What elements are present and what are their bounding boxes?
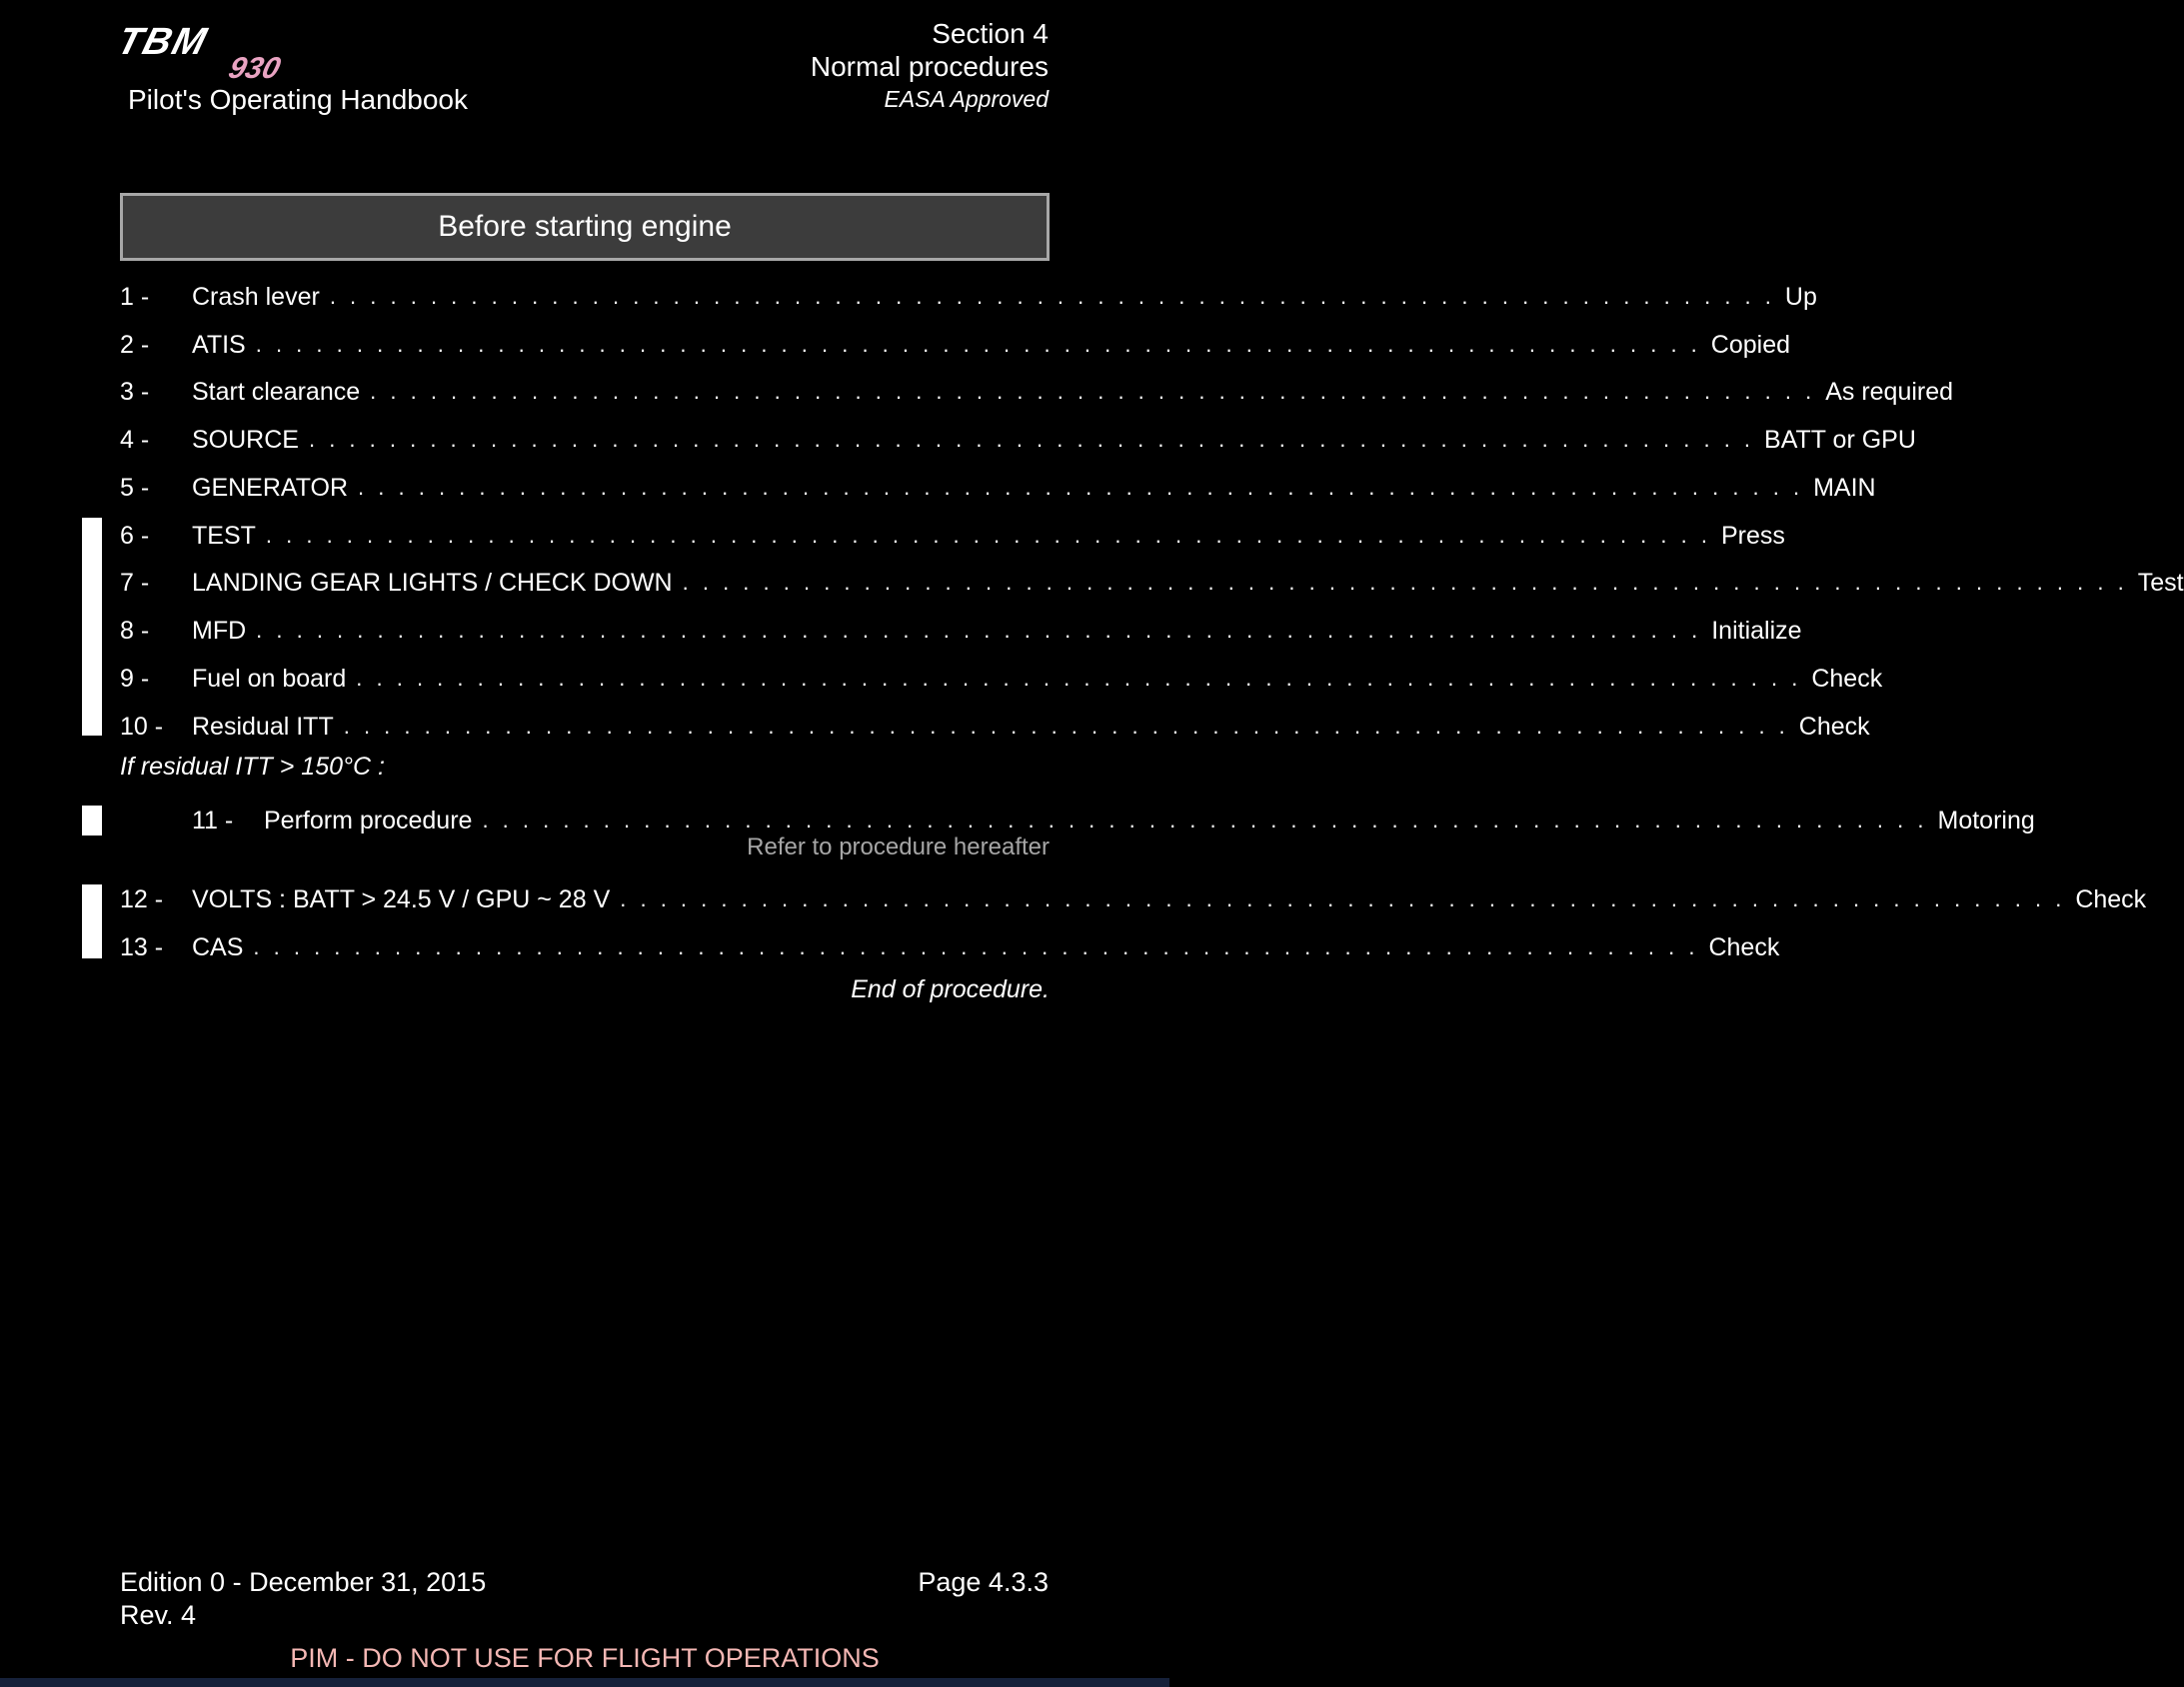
step-number: 6 - <box>120 522 150 550</box>
handbook-title: Pilot's Operating Handbook <box>128 84 468 115</box>
step-label: TEST <box>192 522 256 550</box>
chapter-label: Normal procedures <box>810 51 1049 82</box>
checklist-row <box>120 463 1876 503</box>
step-label: Perform procedure <box>264 807 473 835</box>
step-number: 1 - <box>120 283 150 311</box>
checklist-row <box>120 511 1785 551</box>
dot-leader: . . . . . . . . . . . . . . . . . . . . . . . . . . . . . . . . . . . . . . . . . . . . . . . . . . . . . . . . . . . . . . . . . . . . . . . . <box>620 886 2066 911</box>
step-value: Test <box>2137 569 2184 597</box>
checklist-row <box>120 654 1883 694</box>
dot-leader: . . . . . . . . . . . . . . . . . . . . . . . . . . . . . . . . . . . . . . . . . . . . . . . . . . . . . . . . . . . . . . . . . . . . . . . . <box>682 570 2128 595</box>
dot-leader: . . . . . . . . . . . . . . . . . . . . . . . . . . . . . . . . . . . . . . . . . . . . . . . . . . . . . . . . . . . . . . . . . . . . . . . . <box>255 332 1701 357</box>
step-value: Check <box>1811 665 1883 693</box>
dot-leader: . . . . . . . . . . . . . . . . . . . . . . . . . . . . . . . . . . . . . . . . . . . . . . . . . . . . . . . . . . . . . . . . . . . . . . . . <box>370 379 1816 404</box>
step-number: 5 - <box>120 474 150 502</box>
dot-leader: . . . . . . . . . . . . . . . . . . . . . . . . . . . . . . . . . . . . . . . . . . . . . . . . . . . . . . . . . . . . . . . . . . . . . . . . <box>253 934 1699 959</box>
step-label: VOLTS : BATT > 24.5 V / GPU ~ 28 V <box>192 885 611 913</box>
footer-page-number: Page 4.3.3 <box>918 1567 1049 1597</box>
checklist-row <box>120 874 2147 914</box>
step-value: Up <box>1784 283 1817 311</box>
checklist-row <box>120 558 2184 598</box>
bottom-strip <box>0 1678 1169 1687</box>
change-bar <box>82 518 102 736</box>
step-label: MFD <box>192 617 247 645</box>
step-number: 8 - <box>120 617 150 645</box>
dot-leader: . . . . . . . . . . . . . . . . . . . . . . . . . . . . . . . . . . . . . . . . . . . . . . . . . . . . . . . . . . . . . . . . . . . . . . . . <box>329 284 1775 309</box>
procedure-reference-note: Refer to procedure hereafter <box>747 834 1050 860</box>
step-number: 11 - <box>192 807 234 835</box>
section-label: Section 4 <box>932 18 1049 49</box>
footer-revision: Rev. 4 <box>120 1600 197 1630</box>
step-label: SOURCE <box>192 426 299 454</box>
checklist-row <box>120 415 1916 455</box>
checklist-row <box>120 272 1817 312</box>
step-number: 3 - <box>120 378 150 406</box>
dot-leader: . . . . . . . . . . . . . . . . . . . . . . . . . . . . . . . . . . . . . . . . . . . . . . . . . . . . . . . . . . . . . . . . . . . . . . . . <box>343 714 1789 739</box>
change-bar <box>82 884 102 958</box>
step-number: 12 - <box>120 885 164 913</box>
tbm-930-logo <box>113 20 342 85</box>
step-value: Check <box>1708 933 1780 961</box>
logo-model: 930 <box>225 51 285 85</box>
dot-leader: . . . . . . . . . . . . . . . . . . . . . . . . . . . . . . . . . . . . . . . . . . . . . . . . . . . . . . . . . . . . . . . . . . . . . . . . <box>265 523 1711 548</box>
step-value: BATT or GPU <box>1764 426 1916 454</box>
dot-leader: . . . . . . . . . . . . . . . . . . . . . . . . . . . . . . . . . . . . . . . . . . . . . . . . . . . . . . . . . . . . . . . . . . . . . . . . <box>256 618 1702 643</box>
approval-label: EASA Approved <box>884 86 1049 112</box>
dot-leader: . . . . . . . . . . . . . . . . . . . . . . . . . . . . . . . . . . . . . . . . . . . . . . . . . . . . . . . . . . . . . . . . . . . . . . . . <box>358 475 1804 500</box>
change-bar <box>82 806 102 836</box>
step-value: Motoring <box>1937 807 2035 835</box>
logo-brand: TBM <box>113 20 213 63</box>
dot-leader: . . . . . . . . . . . . . . . . . . . . . . . . . . . . . . . . . . . . . . . . . . . . . . . . . . . . . . . . . . . . . . . . . . . . . . . . <box>308 427 1755 452</box>
step-label: Crash lever <box>192 283 320 311</box>
step-label: CAS <box>192 933 244 961</box>
footer-warning: PIM - DO NOT USE FOR FLIGHT OPERATIONS <box>290 1643 880 1673</box>
checklist-row <box>120 922 1780 962</box>
step-label: GENERATOR <box>192 474 349 502</box>
checklist-substep-row <box>192 796 2035 836</box>
procedure-title-box <box>120 193 1050 261</box>
step-number: 4 - <box>120 426 150 454</box>
checklist-row <box>120 320 1791 360</box>
step-number: 13 - <box>120 933 164 961</box>
procedure-title: Before starting engine <box>438 210 732 243</box>
step-value: Initialize <box>1711 617 1802 645</box>
step-value: As required <box>1825 378 1954 406</box>
step-label: Start clearance <box>192 378 361 406</box>
step-number: 10 - <box>120 713 164 741</box>
step-label: Fuel on board <box>192 665 347 693</box>
dot-leader: . . . . . . . . . . . . . . . . . . . . . . . . . . . . . . . . . . . . . . . . . . . . . . . . . . . . . . . . . . . . . . . . . . . . . . . . <box>356 666 1802 691</box>
end-of-procedure-note: End of procedure. <box>851 975 1050 1003</box>
checklist-row <box>120 367 1954 407</box>
step-label: Residual ITT <box>192 713 334 741</box>
condition-note: If residual ITT > 150°C : <box>120 753 385 781</box>
step-number: 7 - <box>120 569 150 597</box>
dot-leader: . . . . . . . . . . . . . . . . . . . . . . . . . . . . . . . . . . . . . . . . . . . . . . . . . . . . . . . . . . . . . . . . . . . . . . . . <box>482 808 1928 833</box>
checklist-row <box>120 606 1802 646</box>
step-value: Copied <box>1710 331 1791 359</box>
step-label: ATIS <box>192 331 246 359</box>
step-number: 9 - <box>120 665 150 693</box>
step-label: LANDING GEAR LIGHTS / CHECK DOWN <box>192 569 673 597</box>
checklist-row <box>120 702 1870 742</box>
step-value: MAIN <box>1813 474 1876 502</box>
step-number: 2 - <box>120 331 150 359</box>
step-value: Press <box>1720 522 1785 550</box>
footer-edition: Edition 0 - December 31, 2015 <box>120 1567 487 1597</box>
step-value: Check <box>1798 713 1870 741</box>
step-value: Check <box>2075 885 2147 913</box>
